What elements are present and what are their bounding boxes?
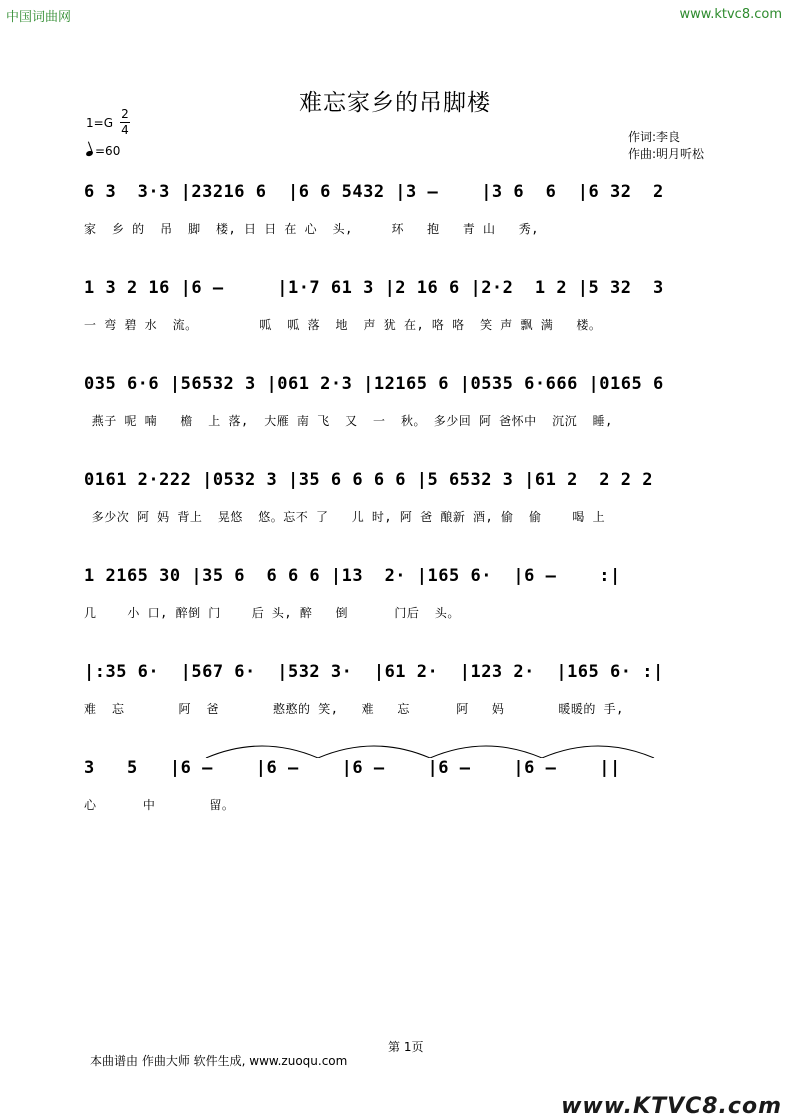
notation-line: 035 6·6 |56532 3 |061 2·3 |12165 6 |0535 6·666 |0165 6 <box>84 374 664 394</box>
time-signature-top: 2 <box>121 107 129 121</box>
notation-line: 6 3 3·3 |23216 6 |6 6 5432 |3 – |3 6 6 |6 32 2 <box>84 182 664 202</box>
notation-line: 1 3 2 16 |6 – |1·7 61 3 |2 16 6 |2·2 1 2 |5 32 3 <box>84 278 664 298</box>
lyric-line: 家 乡 的 吊 脚 楼, 日 日 在 心 头, 环 抱 青 山 秀, <box>84 222 539 236</box>
composer-credit: 作曲:明月听松 <box>628 147 705 161</box>
quarter-note-icon <box>85 150 93 157</box>
tempo-mark <box>86 144 120 158</box>
tempo-value: =60 <box>95 144 121 158</box>
song-title: 难忘家乡的吊脚楼 <box>299 90 491 116</box>
software-credit: 本曲谱由 作曲大师 软件生成, www.zuoqu.com <box>90 1054 348 1068</box>
tie-arc <box>318 746 430 758</box>
page-number: 第 1页 <box>388 1040 424 1054</box>
site-url-right: www.ktvc8.com <box>679 7 782 22</box>
time-signature <box>120 108 130 137</box>
site-logo: www.KTVC8.com <box>561 1094 782 1119</box>
score-system-5 <box>0 566 790 646</box>
lyricist-credit: 作词:李良 <box>628 130 681 144</box>
score-system-6 <box>0 662 790 742</box>
notation-line: 0161 2·222 |0532 3 |35 6 6 6 6 |5 6532 3 |61 2 2 2 2 <box>84 470 653 490</box>
score-system-4 <box>0 470 790 550</box>
lyric-line: 几 小 口, 醉倒 门 后 头, 醉 倒 门后 头。 <box>84 606 460 620</box>
key-signature: 1=G <box>86 116 113 130</box>
score-system-2 <box>0 278 790 358</box>
lyric-line: 心 中 留。 <box>84 798 235 812</box>
time-signature-bottom: 4 <box>121 123 129 137</box>
lyric-line: 一 弯 碧 水 流。 呱 呱 落 地 声 犹 在, 咯 咯 笑 声 飘 满 楼。 <box>84 318 602 332</box>
notation-line: 3 5 |6 – |6 – |6 – |6 – |6 – || <box>84 758 621 778</box>
score-system-7 <box>0 758 790 838</box>
site-name-left: 中国词曲网 <box>6 10 72 25</box>
tie-arcs <box>0 738 790 758</box>
notation-line: |:35 6· |567 6· |532 3· |61 2· |123 2· |165 6· :| <box>84 662 664 682</box>
lyric-line: 燕子 呢 喃 檐 上 落, 大雁 南 飞 又 一 秋。 多少回 阿 爸怀中 沉沉 睡, <box>84 414 613 428</box>
tie-arc <box>206 746 318 758</box>
tie-arc <box>542 746 654 758</box>
tie-arc <box>430 746 542 758</box>
notation-line: 1 2165 30 |35 6 6 6 6 |13 2· |165 6· |6 – :| <box>84 566 621 586</box>
score-system-1 <box>0 182 790 262</box>
lyric-line: 难 忘 阿 爸 憨憨的 笑, 难 忘 阿 妈 暖暖的 手, <box>84 702 624 716</box>
lyric-line: 多少次 阿 妈 背上 晃悠 悠。忘不 了 儿 时, 阿 爸 酿新 酒, 偷 偷 喝 上 <box>84 510 606 524</box>
score-system-3 <box>0 374 790 454</box>
